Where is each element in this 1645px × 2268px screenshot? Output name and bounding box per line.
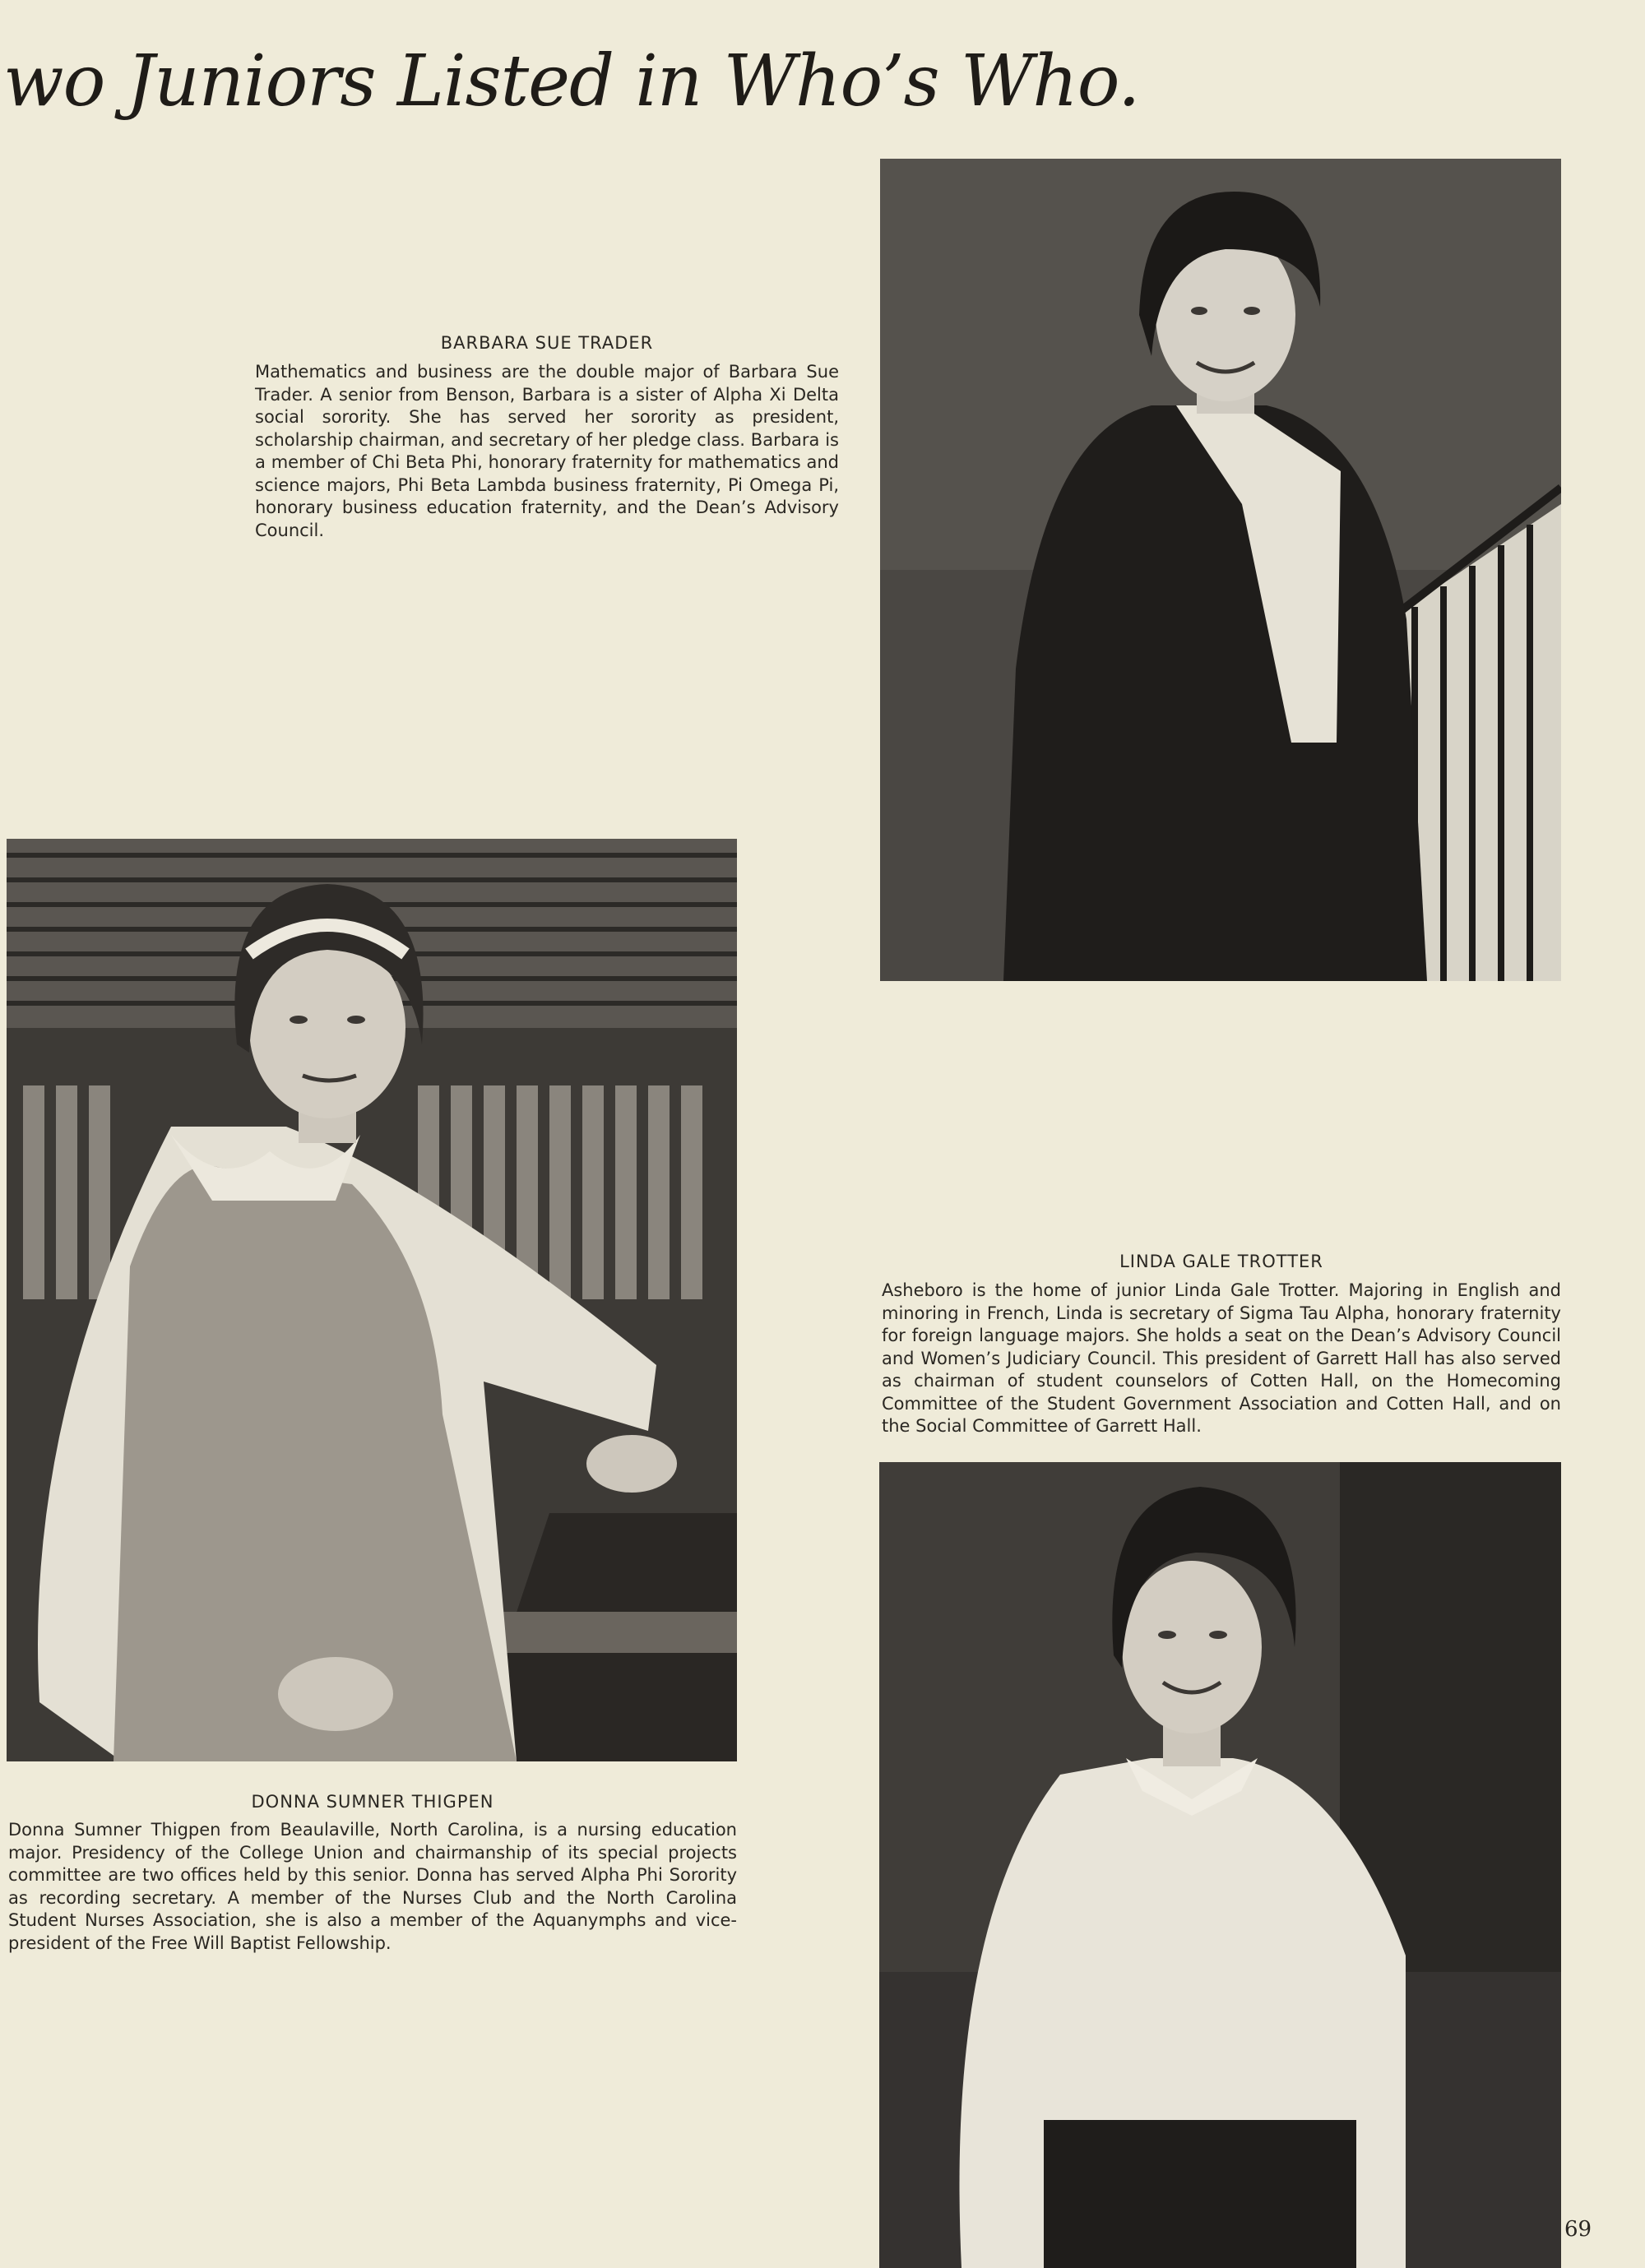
photo-linda-gale-trotter (879, 1462, 1561, 2268)
photo-donna-sumner-thigpen (7, 839, 737, 1761)
bio-name-thigpen: DONNA SUMNER THIGPEN (251, 1792, 494, 1812)
page-number: 69 (1564, 2217, 1592, 2242)
bio-name-trotter: LINDA GALE TROTTER (1119, 1252, 1323, 1271)
bio-text-thigpen: Donna Sumner Thigpen from Beaulaville, North Carolina, is a nursing education major. Presidency of the College Union and chairmanship of its special projects committee are two offices held by this senior. Donna has served Alpha Phi Sorority as recording secretary. A member of the Nurses Club and the North Carolina Student Nurses Association, she is also a member of the Aquanymphs and vice-president of the Free Will Baptist Fellowship. (8, 1820, 737, 1953)
page-title: wo Juniors Listed in Who’s Who. (3, 40, 1140, 123)
bio-name-trader: BARBARA SUE TRADER (440, 333, 654, 353)
bio-text-trotter: Asheboro is the home of junior Linda Gale Trotter. Majoring in English and minoring in French, Linda is secretary of Sigma Tau Alpha, honorary fraternity for foreign language majors. She holds a seat on the Dean’s Advisory Council and Women’s Judiciary Council. This president of Garrett Hall has also served as chairman of student counselors of Cotten Hall, on the Homecoming Committee of the Student Government Association and Cotten Hall, and on the Social Committee of Garrett Hall. (882, 1280, 1561, 1436)
bio-text-trader: Mathematics and business are the double major of Barbara Sue Trader. A senior from Benson, Barbara is a sister of Alpha Xi Delta social sorority. She has served her sorority as president, scholarship chairman, and secretary of her pledge class. Barbara is a member of Chi Beta Phi, honorary fraternity for mathematics and science majors, Phi Beta Lambda business fraternity, Pi Omega Pi, honorary business education fraternity, and the Dean’s Advisory Council. (255, 362, 839, 540)
photo-barbara-sue-trader (880, 159, 1561, 981)
